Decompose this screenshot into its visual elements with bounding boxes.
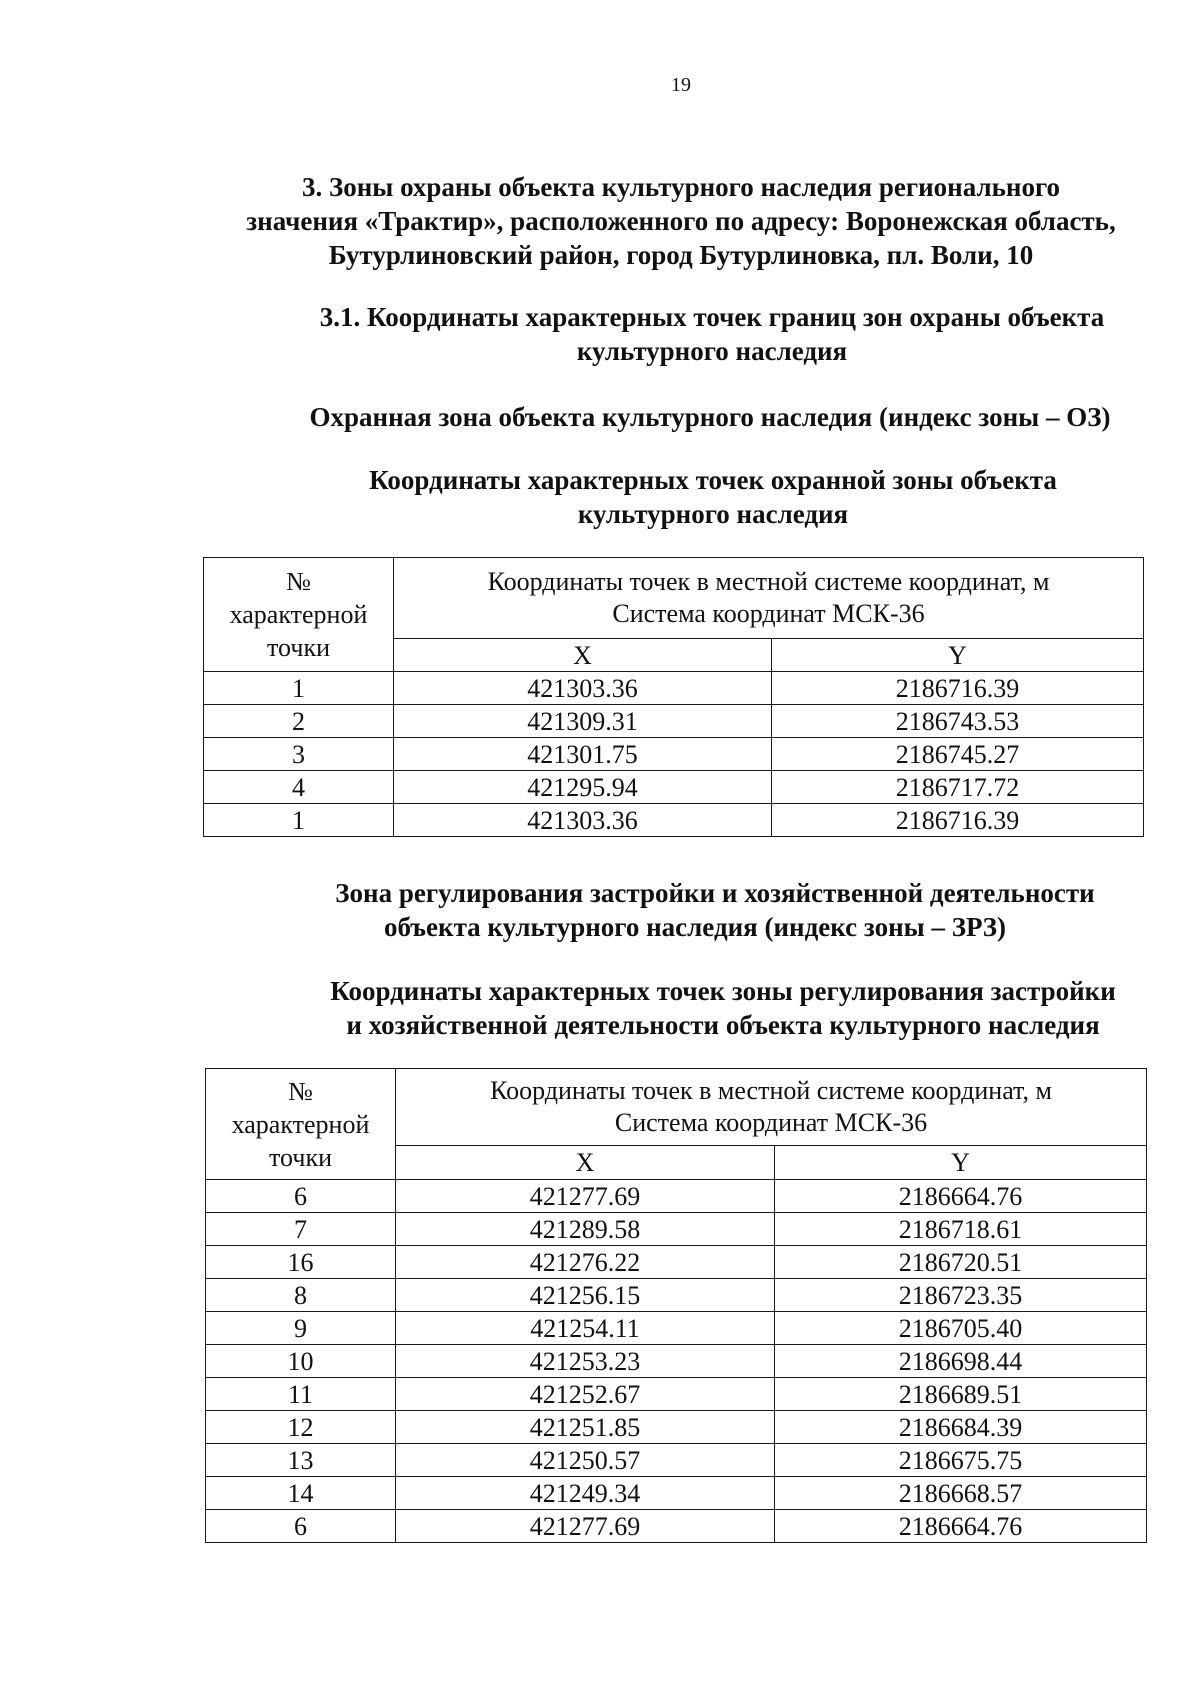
y-coordinate-cell: 2186668.57 — [775, 1477, 1147, 1510]
x-coordinate-cell: 421277.69 — [396, 1180, 775, 1213]
x-coordinate-cell: 421249.34 — [396, 1477, 775, 1510]
point-number-cell: 16 — [206, 1246, 396, 1279]
table-row — [206, 1213, 1147, 1246]
table-row — [206, 1411, 1147, 1444]
x-coordinate-cell: 421289.58 — [396, 1213, 775, 1246]
header-num-symbol: № — [288, 1076, 313, 1106]
y-coordinate-cell: 2186745.27 — [772, 738, 1144, 771]
y-coordinate-cell: 2186720.51 — [775, 1246, 1147, 1279]
x-coordinate-cell: 421309.31 — [394, 705, 772, 738]
table-row — [206, 1180, 1147, 1213]
y-coordinate-cell: 2186716.39 — [772, 804, 1144, 837]
x-coordinate-cell: 421251.85 — [396, 1411, 775, 1444]
page-number: 19 — [671, 74, 691, 96]
point-number-cell: 12 — [206, 1411, 396, 1444]
section-title-line: Бутурлиновский район, город Бутурлиновка, пл. Воли, 10 — [328, 240, 1034, 270]
header-coordinates-line: Координаты точек в местной системе координат, м — [490, 1076, 1052, 1105]
header-num-word: точки — [269, 1142, 332, 1172]
point-number-cell: 10 — [206, 1345, 396, 1378]
y-coordinate-cell: 2186723.35 — [775, 1279, 1147, 1312]
x-coordinate-cell: 421295.94 — [394, 771, 772, 804]
y-coordinate-cell: 2186664.76 — [775, 1510, 1147, 1543]
point-number-cell: 2 — [204, 705, 394, 738]
point-number-cell: 6 — [206, 1180, 396, 1213]
table-row — [204, 771, 1144, 804]
y-coordinate-cell: 2186689.51 — [775, 1378, 1147, 1411]
table-row — [206, 1378, 1147, 1411]
header-coordinates-line: Координаты точек в местной системе координат, м — [487, 567, 1050, 596]
point-number-cell: 11 — [206, 1378, 396, 1411]
header-coordinates-line: Система координат МСК-36 — [614, 1108, 928, 1137]
header-point-number — [206, 1069, 396, 1180]
y-coordinate-cell: 2186705.40 — [775, 1312, 1147, 1345]
table-row — [206, 1444, 1147, 1477]
zone2-title-line: объекта культурного наследия (индекс зоны – ЗРЗ) — [383, 912, 1007, 942]
y-coordinate-cell: 2186698.44 — [775, 1345, 1147, 1378]
header-num-symbol: № — [286, 567, 311, 596]
table-row — [206, 1510, 1147, 1543]
x-coordinate-cell: 421256.15 — [396, 1279, 775, 1312]
section-title-line: 3. Зоны охраны объекта культурного наследия регионального — [301, 172, 1061, 202]
zone2-title — [300, 876, 1130, 944]
header-coordinates — [394, 558, 1144, 639]
header-y: Y — [772, 639, 1144, 672]
subsection-title-line: культурного наследия — [576, 336, 848, 366]
x-coordinate-cell: 421301.75 — [394, 738, 772, 771]
header-num-word: точки — [267, 633, 330, 662]
x-coordinate-cell: 421250.57 — [396, 1444, 775, 1477]
section-title-line: значения «Трактир», расположенного по адресу: Воронежская область, — [246, 206, 1116, 236]
table-row — [204, 804, 1144, 837]
point-number-cell: 14 — [206, 1477, 396, 1510]
table-row — [206, 1246, 1147, 1279]
table-row — [206, 1477, 1147, 1510]
header-coordinates-line: Система координат МСК-36 — [612, 599, 925, 628]
x-coordinate-cell: 421253.23 — [396, 1345, 775, 1378]
section-title — [200, 170, 1162, 272]
zone1-table-title — [330, 463, 1096, 531]
point-number-cell: 7 — [206, 1213, 396, 1246]
point-number-cell: 1 — [204, 804, 394, 837]
zone1-title-text: Охранная зона объекта культурного наследия (индекс зоны – ОЗ) — [309, 402, 1111, 432]
zone1-table-title-line: культурного наследия — [577, 499, 849, 529]
point-number-cell: 9 — [206, 1312, 396, 1345]
header-x: X — [396, 1146, 775, 1180]
subsection-title — [282, 300, 1142, 368]
zone2-table-title — [300, 974, 1146, 1042]
header-x: X — [394, 639, 772, 672]
point-number-cell: 13 — [206, 1444, 396, 1477]
y-coordinate-cell: 2186716.39 — [772, 672, 1144, 705]
x-coordinate-cell: 421252.67 — [396, 1378, 775, 1411]
x-coordinate-cell: 421276.22 — [396, 1246, 775, 1279]
y-coordinate-cell: 2186743.53 — [772, 705, 1144, 738]
point-number-cell: 8 — [206, 1279, 396, 1312]
header-point-number — [204, 558, 394, 672]
x-coordinate-cell: 421303.36 — [394, 804, 772, 837]
table-row — [204, 738, 1144, 771]
point-number-cell: 4 — [204, 771, 394, 804]
subsection-title-line: 3.1. Координаты характерных точек границ зон охраны объекта — [319, 302, 1105, 332]
table-row — [204, 705, 1144, 738]
table-row — [204, 672, 1144, 705]
zone2-title-line: Зона регулирования застройки и хозяйственной деятельности — [335, 878, 1095, 908]
zone1-title — [280, 400, 1140, 434]
point-number-cell: 6 — [206, 1510, 396, 1543]
zone2-coordinates-table — [205, 1068, 1147, 1543]
point-number-cell: 3 — [204, 738, 394, 771]
zone1-coordinates-table — [203, 557, 1144, 837]
table-row — [206, 1345, 1147, 1378]
y-coordinate-cell: 2186684.39 — [775, 1411, 1147, 1444]
header-num-word: характерной — [231, 1109, 370, 1139]
zone1-table-title-line: Координаты характерных точек охранной зоны объекта — [369, 465, 1057, 495]
y-coordinate-cell: 2186718.61 — [775, 1213, 1147, 1246]
x-coordinate-cell: 421254.11 — [396, 1312, 775, 1345]
header-coordinates — [396, 1069, 1147, 1146]
table-row — [206, 1279, 1147, 1312]
x-coordinate-cell: 421277.69 — [396, 1510, 775, 1543]
y-coordinate-cell: 2186717.72 — [772, 771, 1144, 804]
zone2-table-title-line: и хозяйственной деятельности объекта культурного наследия — [346, 1010, 1100, 1040]
header-y: Y — [775, 1146, 1147, 1180]
y-coordinate-cell: 2186664.76 — [775, 1180, 1147, 1213]
header-num-word: характерной — [229, 600, 368, 629]
y-coordinate-cell: 2186675.75 — [775, 1444, 1147, 1477]
table-row — [206, 1312, 1147, 1345]
point-number-cell: 1 — [204, 672, 394, 705]
zone2-table-title-line: Координаты характерных точек зоны регулирования застройки — [330, 976, 1116, 1006]
x-coordinate-cell: 421303.36 — [394, 672, 772, 705]
